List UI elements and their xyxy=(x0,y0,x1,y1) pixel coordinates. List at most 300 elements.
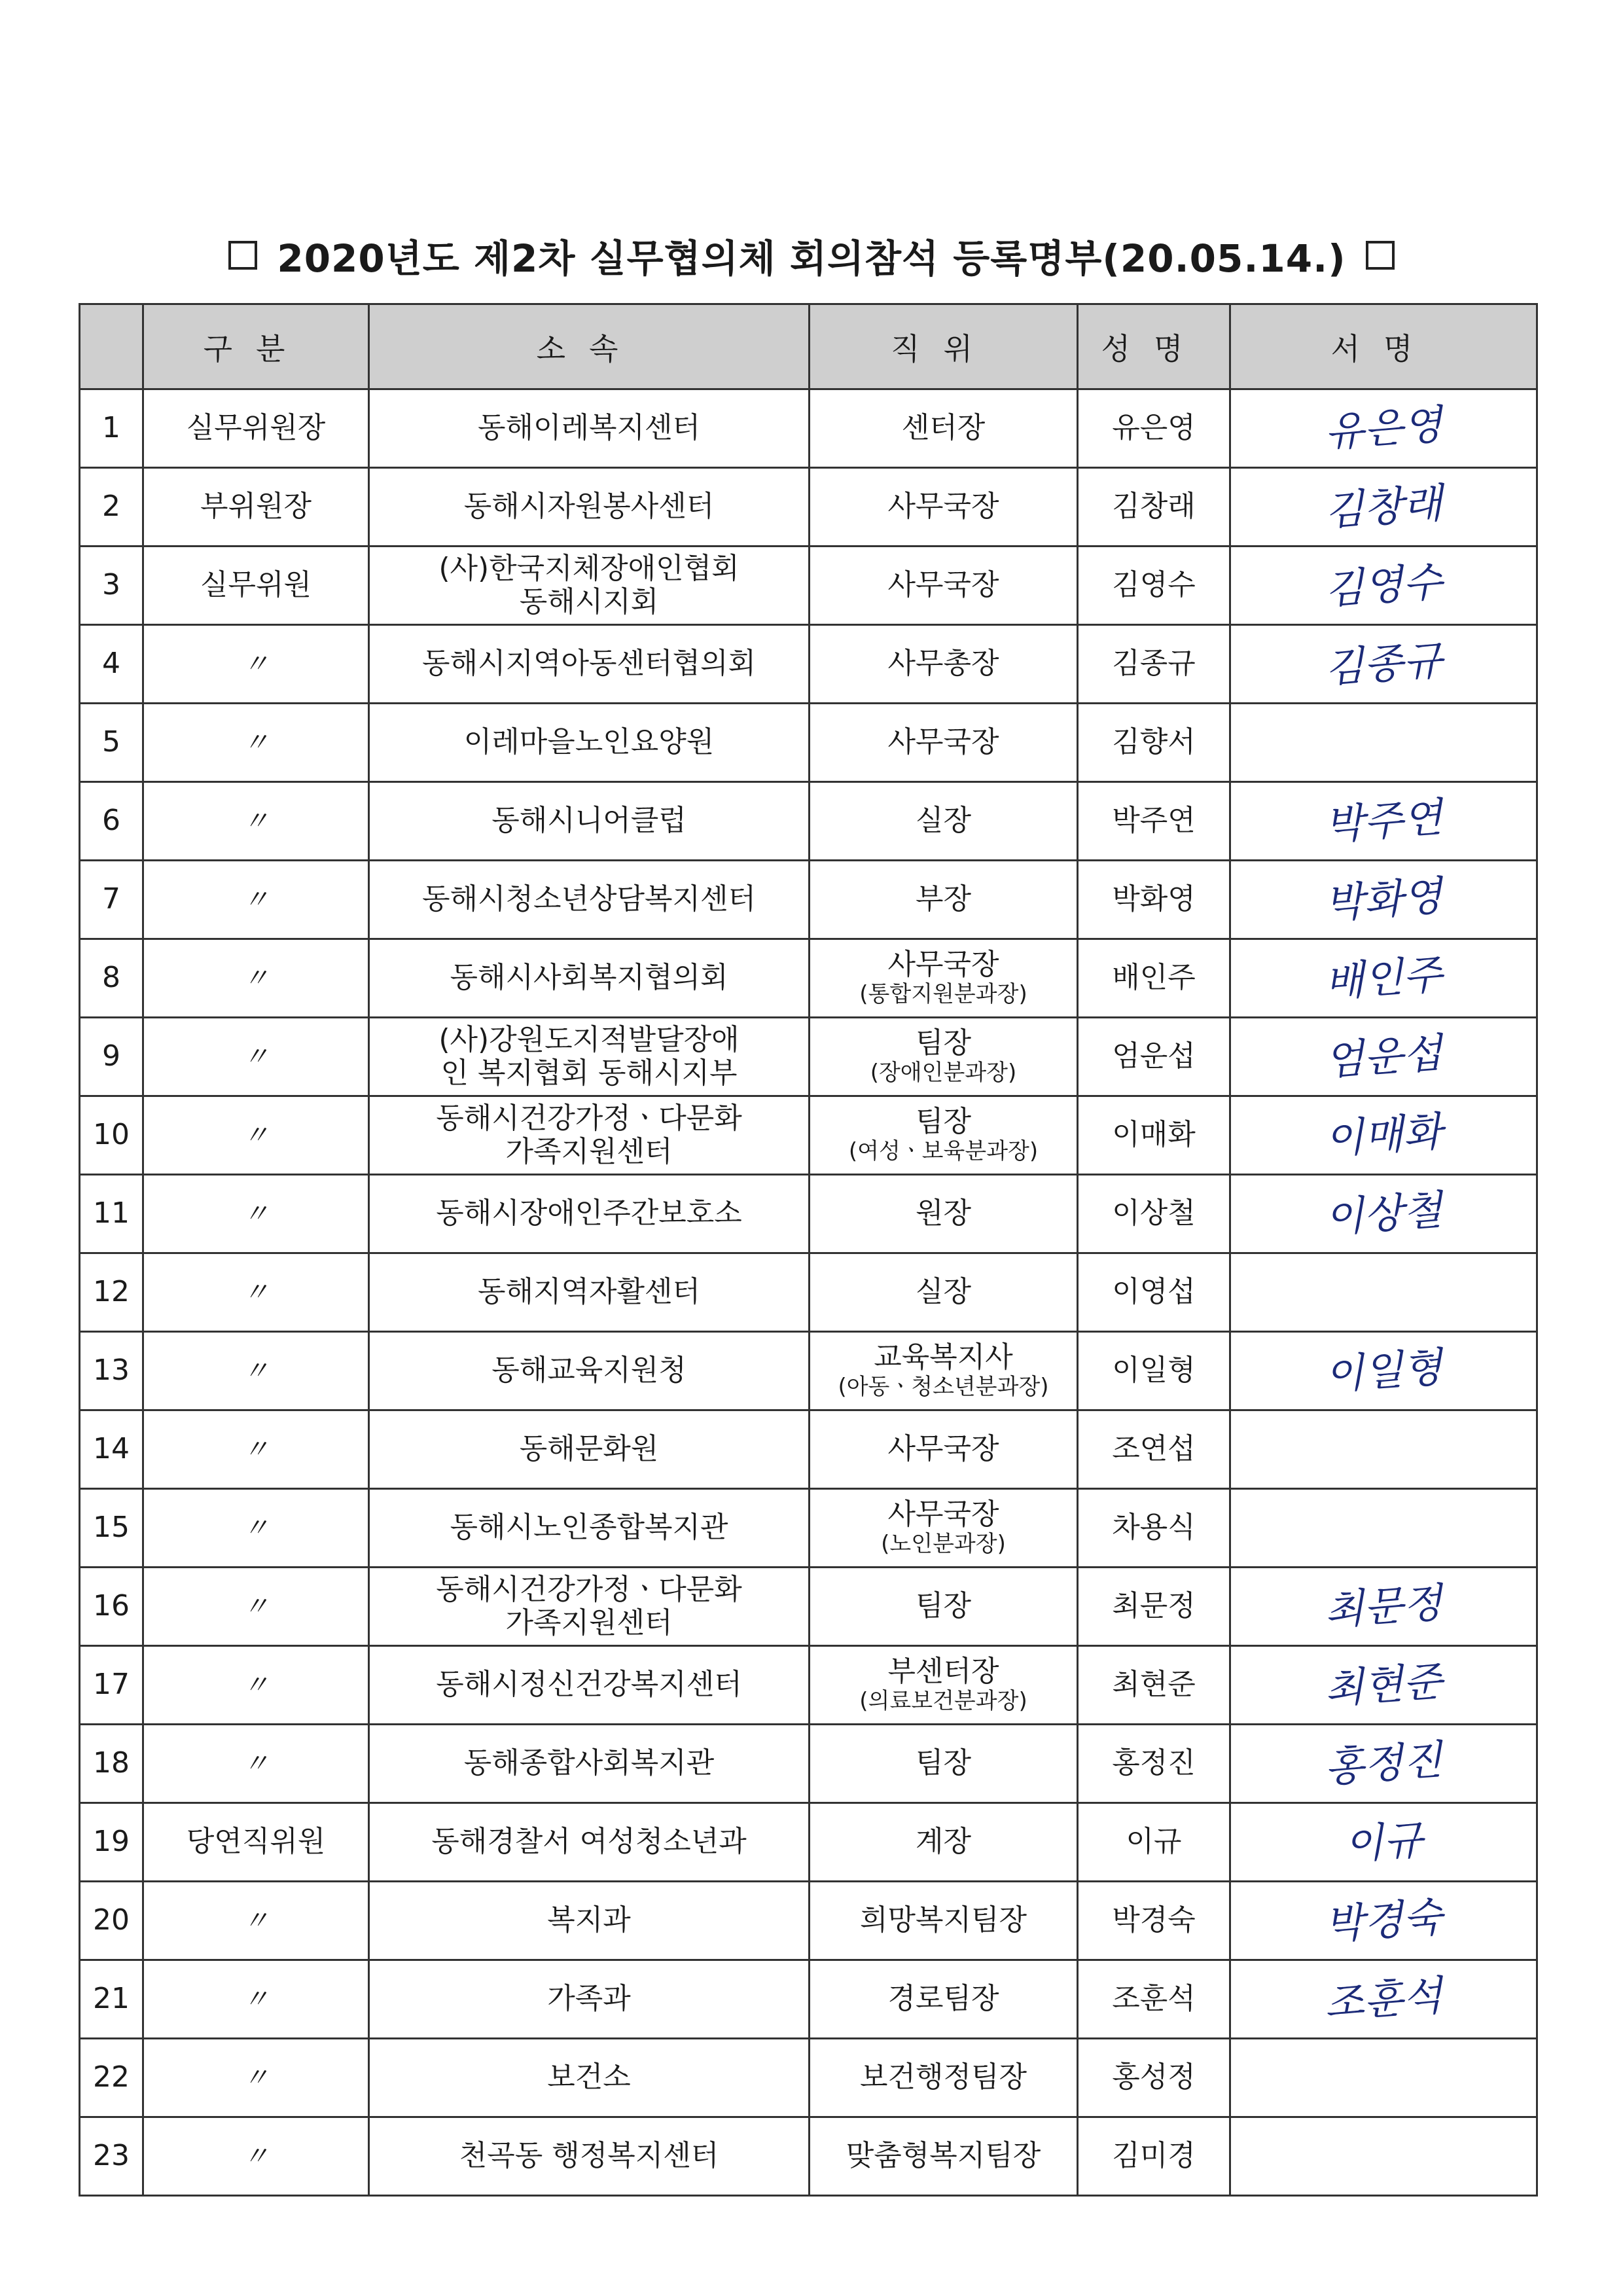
row-number-text: 20 xyxy=(93,1903,130,1937)
row-affiliation-text: 동해시노인종합복지관 xyxy=(450,1511,728,1545)
row-position xyxy=(810,1332,1078,1410)
row-category xyxy=(143,939,369,1018)
row-signature-cell xyxy=(1230,468,1537,547)
row-position-text: 부장 xyxy=(915,882,971,916)
row-position-text: 사무국장 xyxy=(887,725,999,759)
row-name xyxy=(1078,1096,1230,1175)
row-name-text: 이일형 xyxy=(1112,1354,1196,1388)
row-name-text: 조연섭 xyxy=(1112,1432,1196,1466)
row-signature-cell xyxy=(1230,1253,1537,1332)
row-affiliation-text: 동해시청소년상담복지센터 xyxy=(421,882,757,916)
row-name-text: 최현준 xyxy=(1112,1668,1196,1702)
row-number xyxy=(80,468,143,547)
row-position-text: 센터장 xyxy=(901,411,986,445)
row-category xyxy=(143,1489,369,1568)
row-name xyxy=(1078,861,1230,939)
row-category-text: 〃 xyxy=(243,2142,269,2172)
handwritten-signature: 박주연 xyxy=(1323,793,1444,850)
row-affiliation xyxy=(369,1646,810,1725)
row-number-text: 1 xyxy=(102,411,120,445)
row-category-text: 부위원장 xyxy=(200,490,312,524)
row-affiliation-text: 동해문화원 xyxy=(519,1432,659,1466)
row-position xyxy=(810,939,1078,1018)
row-category xyxy=(143,1960,369,2039)
row-category-text: 〃 xyxy=(243,1906,269,1937)
row-name xyxy=(1078,468,1230,547)
row-name-text: 김종규 xyxy=(1112,647,1196,681)
row-affiliation-text: 동해교육지원청 xyxy=(491,1354,687,1388)
row-category xyxy=(143,704,369,782)
table-row xyxy=(80,1725,1537,1803)
row-position xyxy=(810,782,1078,861)
table-row xyxy=(80,939,1537,1018)
row-affiliation xyxy=(369,1175,810,1253)
row-number-text: 22 xyxy=(93,2060,130,2094)
row-category-text: 실무위원 xyxy=(200,568,312,602)
row-category-text: 〃 xyxy=(243,728,269,759)
row-name xyxy=(1078,547,1230,625)
row-name xyxy=(1078,1175,1230,1253)
row-position-text: 원장 xyxy=(915,1196,971,1230)
row-signature-cell xyxy=(1230,1332,1537,1410)
row-category-text: 〃 xyxy=(243,1278,269,1308)
row-position xyxy=(810,1646,1078,1725)
row-number-text: 8 xyxy=(102,961,120,995)
row-affiliation-text: 보건소 xyxy=(547,2060,631,2094)
row-name xyxy=(1078,625,1230,704)
row-name xyxy=(1078,1410,1230,1489)
row-affiliation-text: 동해시정신건강복지센터 xyxy=(436,1668,742,1702)
handwritten-signature: 박화영 xyxy=(1323,871,1444,928)
row-position-text: 사무국장 xyxy=(887,1432,999,1466)
row-name xyxy=(1078,1725,1230,1803)
row-affiliation-text: 동해이레복지센터 xyxy=(477,411,701,445)
row-name xyxy=(1078,782,1230,861)
row-number xyxy=(80,939,143,1018)
row-signature-cell xyxy=(1230,861,1537,939)
row-number-text: 7 xyxy=(102,882,120,916)
row-affiliation xyxy=(369,939,810,1018)
row-name xyxy=(1078,1018,1230,1096)
row-number-text: 19 xyxy=(93,1825,130,1859)
row-category-text: 〃 xyxy=(243,1513,269,1544)
row-affiliation xyxy=(369,1725,810,1803)
row-position-text: 팀장 xyxy=(915,1104,971,1138)
row-category xyxy=(143,1568,369,1646)
row-number-text: 11 xyxy=(93,1196,130,1230)
row-position-text: 계장 xyxy=(915,1825,971,1859)
row-category xyxy=(143,389,369,468)
row-name xyxy=(1078,1646,1230,1725)
row-position-text: 실장 xyxy=(915,804,971,838)
handwritten-signature: 최문정 xyxy=(1323,1578,1444,1635)
row-category-text: 〃 xyxy=(243,963,269,994)
row-affiliation xyxy=(369,861,810,939)
row-number xyxy=(80,2117,143,2196)
table-row xyxy=(80,2039,1537,2117)
handwritten-signature: 엄운섭 xyxy=(1323,1028,1444,1085)
row-affiliation-text: 천곡동 행정복지센터 xyxy=(459,2139,719,2173)
row-name xyxy=(1078,1253,1230,1332)
row-position-sub-text: (노인분과장) xyxy=(881,1531,1006,1558)
row-name xyxy=(1078,1803,1230,1882)
handwritten-signature: 이매화 xyxy=(1323,1107,1444,1164)
row-category xyxy=(143,1018,369,1096)
row-name-text: 김향서 xyxy=(1112,725,1196,759)
table-row xyxy=(80,389,1537,468)
row-position-text: 팀장 xyxy=(915,1026,971,1060)
row-number xyxy=(80,1568,143,1646)
row-number-text: 9 xyxy=(102,1039,120,1073)
header-affiliation: 소속 xyxy=(369,304,810,389)
row-name-text: 이영섭 xyxy=(1112,1275,1196,1309)
row-name-text: 배인주 xyxy=(1112,961,1196,995)
row-number-text: 4 xyxy=(102,647,120,681)
row-affiliation-text: 동해시건강가정ㆍ다문화 가족지원센터 xyxy=(436,1101,742,1168)
row-affiliation-text: 동해시장애인주간보호소 xyxy=(436,1196,742,1230)
row-category xyxy=(143,782,369,861)
row-category-text: 〃 xyxy=(243,1199,269,1230)
row-position-text: 사무국장 xyxy=(887,490,999,524)
table-row xyxy=(80,1018,1537,1096)
handwritten-signature: 박경숙 xyxy=(1323,1892,1444,1949)
row-affiliation xyxy=(369,1410,810,1489)
row-position xyxy=(810,468,1078,547)
row-category xyxy=(143,547,369,625)
table-row xyxy=(80,704,1537,782)
row-number-text: 5 xyxy=(102,725,120,759)
row-position xyxy=(810,1410,1078,1489)
row-name-text: 박경숙 xyxy=(1112,1903,1196,1937)
row-category xyxy=(143,468,369,547)
handwritten-signature: 이상철 xyxy=(1323,1185,1444,1242)
row-category xyxy=(143,1725,369,1803)
row-name-text: 박화영 xyxy=(1112,882,1196,916)
row-category xyxy=(143,1096,369,1175)
row-name xyxy=(1078,939,1230,1018)
attendance-roster-table xyxy=(79,303,1538,2197)
row-affiliation xyxy=(369,1096,810,1175)
row-position xyxy=(810,1096,1078,1175)
row-position-sub-text: (통합지원분과장) xyxy=(859,981,1027,1008)
row-position xyxy=(810,389,1078,468)
row-category-text: 〃 xyxy=(243,1984,269,2015)
row-affiliation xyxy=(369,1332,810,1410)
row-position-sub-text: (여성ㆍ보육분과장) xyxy=(848,1138,1039,1165)
row-position xyxy=(810,1960,1078,2039)
row-affiliation xyxy=(369,1882,810,1960)
row-position xyxy=(810,1175,1078,1253)
row-category-text: 〃 xyxy=(243,1042,269,1073)
row-position-text: 보건행정팀장 xyxy=(859,2060,1027,2094)
row-name xyxy=(1078,2039,1230,2117)
row-number-text: 13 xyxy=(93,1354,130,1388)
row-position xyxy=(810,625,1078,704)
row-number xyxy=(80,625,143,704)
row-name-text: 차용식 xyxy=(1112,1511,1196,1545)
row-name-text: 이상철 xyxy=(1112,1196,1196,1230)
row-number-text: 15 xyxy=(93,1511,130,1545)
row-category xyxy=(143,1646,369,1725)
row-signature-cell xyxy=(1230,782,1537,861)
row-name xyxy=(1078,1882,1230,1960)
table-row xyxy=(80,547,1537,625)
row-number xyxy=(80,782,143,861)
handwritten-signature: 김종규 xyxy=(1323,636,1444,692)
row-number-text: 23 xyxy=(93,2139,130,2173)
row-signature-cell xyxy=(1230,389,1537,468)
row-category xyxy=(143,1882,369,1960)
row-signature-cell xyxy=(1230,2039,1537,2117)
row-category-text: 〃 xyxy=(243,806,269,837)
row-position-text: 팀장 xyxy=(915,1589,971,1623)
row-position-sub-text: (의료보건분과장) xyxy=(859,1688,1027,1715)
row-affiliation-text: 동해시니어클럽 xyxy=(491,804,687,838)
row-affiliation-text: 동해종합사회복지관 xyxy=(463,1746,715,1780)
row-position xyxy=(810,1489,1078,1568)
row-number xyxy=(80,1175,143,1253)
row-name-text: 홍성정 xyxy=(1112,2060,1196,2094)
row-affiliation-text: (사)강원도지적발달장애인 복지협회 동해시지부 xyxy=(438,1022,740,1090)
row-name xyxy=(1078,1960,1230,2039)
row-affiliation xyxy=(369,1803,810,1882)
row-category-text: 〃 xyxy=(243,1356,269,1387)
row-affiliation-text: (사)한국지체장애인협회 동해시지회 xyxy=(438,551,740,619)
table-row xyxy=(80,1096,1537,1175)
row-category xyxy=(143,861,369,939)
row-category-text: 〃 xyxy=(243,1592,269,1623)
row-position xyxy=(810,2117,1078,2196)
handwritten-signature: 최현준 xyxy=(1323,1657,1444,1713)
row-category xyxy=(143,1175,369,1253)
table-row xyxy=(80,625,1537,704)
row-number xyxy=(80,1410,143,1489)
row-number xyxy=(80,1725,143,1803)
row-name-text: 김영수 xyxy=(1112,568,1196,602)
row-position-text: 경로팀장 xyxy=(887,1982,999,2016)
row-name xyxy=(1078,1332,1230,1410)
table-row xyxy=(80,1882,1537,1960)
row-position xyxy=(810,2039,1078,2117)
header-position: 직위 xyxy=(810,304,1078,389)
row-name-text: 박주연 xyxy=(1112,804,1196,838)
table-row xyxy=(80,861,1537,939)
row-affiliation xyxy=(369,1489,810,1568)
row-affiliation xyxy=(369,625,810,704)
header-name: 성명 xyxy=(1078,304,1230,389)
row-signature-cell xyxy=(1230,547,1537,625)
row-name-text: 엄운섭 xyxy=(1112,1039,1196,1073)
row-category xyxy=(143,1332,369,1410)
row-position xyxy=(810,1568,1078,1646)
row-position-sub-text: (장애인분과장) xyxy=(870,1060,1017,1086)
row-number-text: 18 xyxy=(93,1746,130,1780)
row-category xyxy=(143,1253,369,1332)
row-position-text: 사무국장 xyxy=(887,1497,999,1531)
table-row xyxy=(80,1568,1537,1646)
row-category-text: 〃 xyxy=(243,1749,269,1780)
handwritten-signature: 조훈석 xyxy=(1323,1971,1444,2028)
row-affiliation-text: 복지과 xyxy=(547,1903,631,1937)
handwritten-signature: 이일형 xyxy=(1323,1342,1444,1399)
row-signature-cell xyxy=(1230,1646,1537,1725)
row-affiliation-text: 동해시사회복지협의회 xyxy=(450,961,728,995)
row-signature-cell xyxy=(1230,1803,1537,1882)
header-no xyxy=(80,304,143,389)
table-row xyxy=(80,1960,1537,2039)
row-affiliation xyxy=(369,2117,810,2196)
row-number-text: 10 xyxy=(93,1118,130,1152)
row-affiliation-text: 동해시지역아동센터협의회 xyxy=(421,647,757,681)
row-position-text: 팀장 xyxy=(915,1746,971,1780)
row-number-text: 3 xyxy=(102,568,120,602)
row-position xyxy=(810,1253,1078,1332)
row-number xyxy=(80,2039,143,2117)
row-category xyxy=(143,2039,369,2117)
row-position xyxy=(810,1803,1078,1882)
row-name xyxy=(1078,389,1230,468)
row-affiliation xyxy=(369,389,810,468)
handwritten-signature: 김영수 xyxy=(1323,557,1444,614)
table-row xyxy=(80,1332,1537,1410)
row-affiliation xyxy=(369,1253,810,1332)
row-number xyxy=(80,1018,143,1096)
table-body xyxy=(80,389,1537,2196)
row-number xyxy=(80,861,143,939)
row-number xyxy=(80,1803,143,1882)
row-name-text: 홍정진 xyxy=(1112,1746,1196,1780)
row-affiliation xyxy=(369,1018,810,1096)
row-position xyxy=(810,1725,1078,1803)
row-number xyxy=(80,547,143,625)
row-position xyxy=(810,704,1078,782)
table-row xyxy=(80,1175,1537,1253)
row-signature-cell xyxy=(1230,704,1537,782)
table-header-row xyxy=(80,304,1537,389)
row-category-text: 〃 xyxy=(243,885,269,916)
table-row xyxy=(80,1646,1537,1725)
row-affiliation-text: 이레마을노인요양원 xyxy=(463,725,715,759)
handwritten-signature: 유은영 xyxy=(1323,400,1444,457)
row-number xyxy=(80,1646,143,1725)
row-affiliation-text: 동해지역자활센터 xyxy=(477,1275,701,1309)
row-number xyxy=(80,1332,143,1410)
row-name-text: 이규 xyxy=(1126,1825,1182,1859)
row-category xyxy=(143,1410,369,1489)
row-affiliation xyxy=(369,468,810,547)
row-position-text: 사무국장 xyxy=(887,947,999,981)
row-affiliation-text: 동해시자원봉사센터 xyxy=(463,490,715,524)
row-name-text: 김창래 xyxy=(1112,490,1196,524)
row-number-text: 17 xyxy=(93,1668,130,1702)
row-category-text: 〃 xyxy=(243,649,269,680)
table-row xyxy=(80,1253,1537,1332)
row-affiliation xyxy=(369,782,810,861)
row-signature-cell xyxy=(1230,1960,1537,2039)
row-number-text: 6 xyxy=(102,804,120,838)
row-position xyxy=(810,547,1078,625)
row-number-text: 21 xyxy=(93,1982,130,2016)
page-title xyxy=(98,223,1525,288)
row-category-text: 당연직위원 xyxy=(186,1825,326,1859)
row-name-text: 최문정 xyxy=(1112,1589,1196,1623)
table-row xyxy=(80,2117,1537,2196)
row-name xyxy=(1078,1568,1230,1646)
row-position-text: 실장 xyxy=(915,1275,971,1309)
row-category-text: 〃 xyxy=(243,2063,269,2094)
row-affiliation xyxy=(369,2039,810,2117)
row-signature-cell xyxy=(1230,1489,1537,1568)
row-category-text: 실무위원장 xyxy=(186,411,326,445)
table-row xyxy=(80,1803,1537,1882)
row-signature-cell xyxy=(1230,1568,1537,1646)
row-number-text: 16 xyxy=(93,1589,130,1623)
row-affiliation xyxy=(369,1960,810,2039)
row-affiliation-text: 동해시건강가정ㆍ다문화 가족지원센터 xyxy=(436,1572,742,1640)
row-name xyxy=(1078,2117,1230,2196)
row-number xyxy=(80,1096,143,1175)
header-signature: 서명 xyxy=(1230,304,1537,389)
row-number-text: 12 xyxy=(93,1275,130,1309)
row-affiliation-text: 가족과 xyxy=(547,1982,631,2016)
row-signature-cell xyxy=(1230,1882,1537,1960)
handwritten-signature: 배인주 xyxy=(1323,950,1444,1007)
row-name-text: 조훈석 xyxy=(1112,1982,1196,2016)
row-category-text: 〃 xyxy=(243,1670,269,1701)
row-name xyxy=(1078,704,1230,782)
row-category xyxy=(143,625,369,704)
row-number xyxy=(80,1960,143,2039)
row-position-text: 교육복지사 xyxy=(874,1340,1013,1374)
row-signature-cell xyxy=(1230,939,1537,1018)
row-signature-cell xyxy=(1230,625,1537,704)
row-number-text: 2 xyxy=(102,490,120,524)
row-category xyxy=(143,1803,369,1882)
row-signature-cell xyxy=(1230,1175,1537,1253)
row-affiliation xyxy=(369,1568,810,1646)
row-position-text: 사무국장 xyxy=(887,568,999,602)
row-position-text: 부센터장 xyxy=(887,1654,999,1688)
row-affiliation xyxy=(369,704,810,782)
row-position xyxy=(810,1018,1078,1096)
handwritten-signature: 홍정진 xyxy=(1323,1735,1444,1792)
row-position-text: 맞춤형복지팀장 xyxy=(846,2139,1041,2173)
row-name-text: 이매화 xyxy=(1112,1118,1196,1152)
row-signature-cell xyxy=(1230,1018,1537,1096)
row-affiliation-text: 동해경찰서 여성청소년과 xyxy=(431,1825,747,1859)
row-position xyxy=(810,861,1078,939)
table-row xyxy=(80,1410,1537,1489)
page-title-text: 2020년도 제2차 실무협의체 회의참석 등록명부(20.05.14.) xyxy=(277,236,1346,281)
row-signature-cell xyxy=(1230,2117,1537,2196)
row-signature-cell xyxy=(1230,1410,1537,1489)
row-number xyxy=(80,1882,143,1960)
row-name-text: 유은영 xyxy=(1112,411,1196,445)
table-row xyxy=(80,1489,1537,1568)
row-name-text: 김미경 xyxy=(1112,2139,1196,2173)
row-name xyxy=(1078,1489,1230,1568)
row-number xyxy=(80,389,143,468)
row-number xyxy=(80,1489,143,1568)
handwritten-signature: 김창래 xyxy=(1323,478,1444,535)
row-position-text: 희망복지팀장 xyxy=(859,1903,1027,1937)
row-position-sub-text: (아동ㆍ청소년분과장) xyxy=(838,1374,1049,1401)
handwritten-signature: 이규 xyxy=(1342,1815,1425,1869)
row-number-text: 14 xyxy=(93,1432,130,1466)
checkbox-square-left-icon xyxy=(228,241,257,270)
row-category xyxy=(143,2117,369,2196)
table-row xyxy=(80,468,1537,547)
